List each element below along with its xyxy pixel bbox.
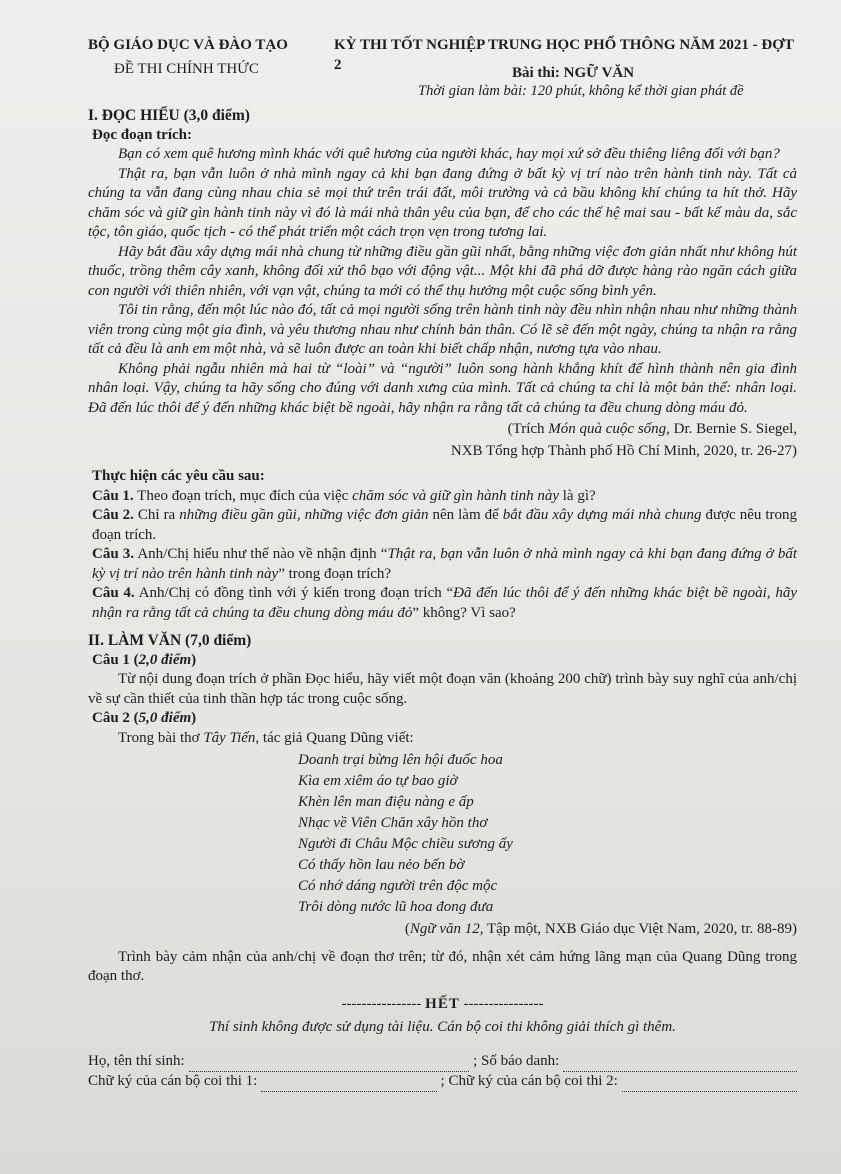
signature-1-field xyxy=(261,1077,436,1092)
passage-paragraph: Hãy bắt đầu xây dựng mái nhà chung từ những điều gần gũi nhất, bằng những việc đơn giản nhất như không hút thuốc, trồng thêm cây xanh, không đối xử thô bạo với động vật... Một khi đã phá dỡ được hàng rào ngăn cách giữa con người với thiên nhiên, với vạn vật, chúng ta mới có thể thụ hưởng một cuộc sống bình yên. xyxy=(88,243,797,299)
passage-paragraph: Không phải ngẫu nhiên mà hai từ “loài” và “người” luôn song hành khắng khít để hình thành nên gia đình nhân loại. Vậy, chúng ta hãy sống cho đúng với danh xưng của mình. Tất cả chúng ta chỉ là một bản thể: nhân loại. Đã đến lúc thôi để ý đến những khác biệt bề ngoài, hãy nhận ra rằng tất cả chúng ta đều chung dòng máu đỏ. xyxy=(88,360,797,416)
signature-2-field xyxy=(622,1077,797,1092)
passage-paragraph: Bạn có xem quê hương mình khác với quê hương của người khác, hay mọi xứ sở đều thiêng liêng đối với bạn? xyxy=(118,146,780,162)
poem-line: Trôi dòng nước lũ hoa đong đưa xyxy=(298,899,494,915)
essay-question-2-intro: Trong bài thơ Tây Tiến, tác giả Quang Dũng viết: xyxy=(118,729,414,746)
ministry-name: BỘ GIÁO DỤC VÀ ĐÀO TẠO xyxy=(88,37,288,53)
official-label: ĐỀ THI CHÍNH THỨC xyxy=(114,61,259,77)
poem-line: Khèn lên man điệu nàng e ấp xyxy=(298,794,474,810)
candidate-name-row xyxy=(88,1052,797,1072)
essay-question-2-label: Câu 2 (5,0 điểm) xyxy=(92,710,197,726)
exam-note: Thí sinh không được sử dụng tài liệu. Cán bộ coi thi không giải thích gì thêm. xyxy=(209,1019,676,1035)
exam-header xyxy=(88,30,797,98)
exam-title: KỲ THI TỐT NGHIỆP TRUNG HỌC PHỔ THÔNG NĂM 2021 - ĐỢT 2 xyxy=(334,37,794,73)
poem-line: Có thấy hồn lau nẻo bến bờ xyxy=(298,857,465,873)
reading-subtitle: Đọc đoạn trích: xyxy=(92,126,192,143)
candidate-number-label: ; Số báo danh: xyxy=(473,1053,560,1069)
signature-1-label: Chữ ký của cán bộ coi thi 1: xyxy=(88,1073,258,1089)
tasks-title: Thực hiện các yêu cầu sau: xyxy=(92,468,265,484)
signature-2-label: ; Chữ ký của cán bộ coi thi 2: xyxy=(440,1073,618,1089)
part1-title: I. ĐỌC HIỂU (3,0 điểm) xyxy=(88,107,250,124)
passage-publisher: NXB Tổng hợp Thành phố Hồ Chí Minh, 2020, tr. 26-27) xyxy=(450,442,797,459)
reading-passage xyxy=(88,145,797,418)
candidate-name-field xyxy=(189,1057,469,1072)
end-marker: ---------------- HẾT ---------------- xyxy=(341,995,544,1012)
poem-line: Kìa em xiêm áo tự bao giờ xyxy=(298,773,458,789)
passage-paragraph: Tôi tin rằng, đến một lúc nào đó, tất cả mọi người sống trên hành tinh này đều nhìn nhận nhau như những thành viên trong cùng một gia đình, và yêu thương nhau như chính bản thân. Có lẽ sẽ đến một ngày, chúng ta nhận ra rằng tất cả đều là anh em một nhà, và sẽ luôn được an toàn khi biết chấp nhận, nương tựa vào nhau. xyxy=(88,302,797,357)
poem-line: Doanh trại bừng lên hội đuốc hoa xyxy=(298,752,503,768)
poem-line: Người đi Châu Mộc chiều sương ấy xyxy=(298,836,513,852)
time-label: Thời gian làm bài: 120 phút, không kể thời gian phát đề xyxy=(418,83,744,99)
poem-line: Nhạc về Viên Chăn xây hồn thơ xyxy=(298,815,488,831)
question-2: Câu 2. Chỉ ra những điều gần gũi, những việc đơn giản nên làm để bắt đầu xây dựng mái nhà chung được nêu trong đoạn trích. xyxy=(92,507,797,543)
poem-excerpt xyxy=(298,750,797,918)
signature-row xyxy=(88,1072,797,1092)
candidate-name-label: Họ, tên thí sinh: xyxy=(88,1053,185,1069)
essay-question-1-label: Câu 1 (2,0 điểm) xyxy=(92,651,197,668)
question-4: Câu 4. Anh/Chị có đồng tình với ý kiến trong đoạn trích “Đã đến lúc thôi để ý đến những khác biệt bề ngoài, hãy nhận ra rằng tất cả chúng ta đều chung dòng máu đỏ” không? Vì sao? xyxy=(92,585,797,621)
poem-line: Có nhớ dáng người trên độc mộc xyxy=(298,878,498,894)
candidate-number-field xyxy=(563,1057,797,1072)
question-3: Câu 3. Anh/Chị hiểu như thế nào về nhận định “Thật ra, bạn vẫn luôn ở nhà mình ngay cả khi bạn đang đứng ở bất kỳ vị trí nào trên hành tinh này” trong đoạn trích? xyxy=(92,546,797,582)
passage-source: (Trích Món quà cuộc sống, Dr. Bernie S. Siegel, xyxy=(507,421,797,437)
question-1: Câu 1. Theo đoạn trích, mục đích của việc chăm sóc và giữ gìn hành tinh này là gì? xyxy=(92,487,596,504)
candidate-info xyxy=(88,1052,797,1092)
essay-question-1: Từ nội dung đoạn trích ở phần Đọc hiểu, hãy viết một đoạn văn (khoảng 200 chữ) trình bày suy nghĩ của anh/chị về sự cần thiết của tinh thần hợp tác trong cuộc sống. xyxy=(88,671,797,707)
part2-title: II. LÀM VĂN (7,0 điểm) xyxy=(88,632,252,649)
essay-question-2-task: Trình bày cảm nhận của anh/chị về đoạn thơ trên; từ đó, nhận xét cảm hứng lãng mạn của Quang Dũng trong đoạn thơ. xyxy=(88,948,797,984)
poem-source: (Ngữ văn 12, Tập một, NXB Giáo dục Việt Nam, 2020, tr. 88-89) xyxy=(404,921,797,937)
subject-label: Bài thi: NGỮ VĂN xyxy=(512,65,635,81)
passage-paragraph: Thật ra, bạn vẫn luôn ở nhà mình ngay cả khi bạn đang đứng ở bất kỳ vị trí nào trên hành tinh này. Tất cả chúng ta vẫn đang cùng nhau chia sẻ mọi thứ trên trái đất, môi trường và cả bầu không khí chúng ta hít thở. Hãy chăm sóc và giữ gìn hành tinh này vì đó là mái nhà thân yêu của bạn, để cho các thế hệ mai sau - bất kể màu da, sắc tộc, tôn giáo, quốc tịch - có thể phát triển một cách trọn vẹn trong tương lai. xyxy=(88,165,797,240)
